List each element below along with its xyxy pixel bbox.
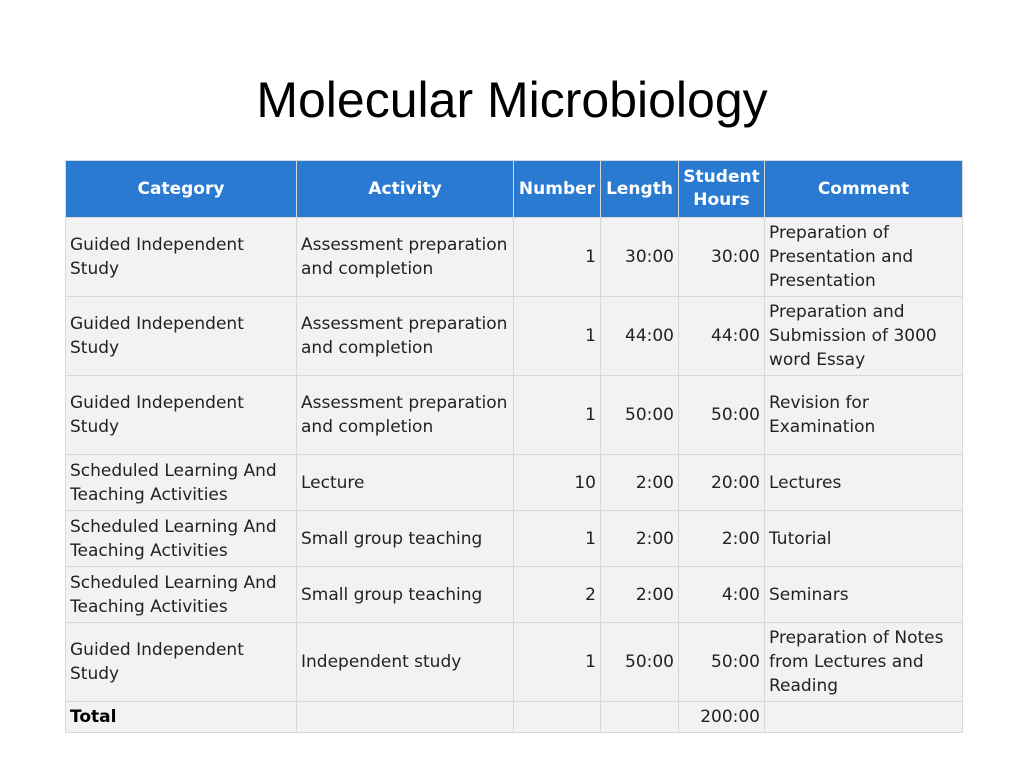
cell-student-hours: 50:00 xyxy=(679,623,765,702)
cell-comment: Revision for Examination xyxy=(765,376,963,455)
cell-length: 50:00 xyxy=(601,623,679,702)
cell-empty xyxy=(297,702,514,733)
cell-activity: Assessment preparation and completion xyxy=(297,218,514,297)
cell-category: Scheduled Learning And Teaching Activities xyxy=(66,567,297,623)
cell-activity: Lecture xyxy=(297,455,514,511)
cell-number: 1 xyxy=(514,297,601,376)
cell-empty xyxy=(514,702,601,733)
header-comment: Comment xyxy=(765,161,963,218)
cell-student-hours: 50:00 xyxy=(679,376,765,455)
header-student-hours: Student Hours xyxy=(679,161,765,218)
cell-length: 44:00 xyxy=(601,297,679,376)
cell-student-hours: 20:00 xyxy=(679,455,765,511)
cell-number: 1 xyxy=(514,511,601,567)
cell-category: Guided Independent Study xyxy=(66,218,297,297)
table-row xyxy=(66,297,963,376)
cell-number: 2 xyxy=(514,567,601,623)
header-category: Category xyxy=(66,161,297,218)
header-activity: Activity xyxy=(297,161,514,218)
cell-student-hours: 30:00 xyxy=(679,218,765,297)
total-label: Total xyxy=(66,702,297,733)
cell-student-hours: 4:00 xyxy=(679,567,765,623)
cell-activity: Assessment preparation and completion xyxy=(297,376,514,455)
cell-category: Scheduled Learning And Teaching Activities xyxy=(66,455,297,511)
table-row xyxy=(66,455,963,511)
cell-activity: Assessment preparation and completion xyxy=(297,297,514,376)
cell-length: 2:00 xyxy=(601,511,679,567)
cell-number: 1 xyxy=(514,623,601,702)
cell-category: Guided Independent Study xyxy=(66,297,297,376)
cell-comment: Lectures xyxy=(765,455,963,511)
cell-comment: Preparation of Notes from Lectures and Reading xyxy=(765,623,963,702)
table-row xyxy=(66,511,963,567)
cell-empty xyxy=(765,702,963,733)
cell-category: Guided Independent Study xyxy=(66,623,297,702)
total-row xyxy=(66,702,963,733)
table-row xyxy=(66,376,963,455)
table-row xyxy=(66,218,963,297)
student-hours-table xyxy=(65,160,963,733)
cell-number: 1 xyxy=(514,218,601,297)
cell-comment: Preparation and Submission of 3000 word Essay xyxy=(765,297,963,376)
cell-length: 30:00 xyxy=(601,218,679,297)
cell-category: Guided Independent Study xyxy=(66,376,297,455)
cell-comment: Tutorial xyxy=(765,511,963,567)
cell-number: 10 xyxy=(514,455,601,511)
cell-number: 1 xyxy=(514,376,601,455)
table-header-row xyxy=(66,161,963,218)
cell-activity: Small group teaching xyxy=(297,511,514,567)
cell-length: 50:00 xyxy=(601,376,679,455)
cell-student-hours: 2:00 xyxy=(679,511,765,567)
cell-student-hours: 44:00 xyxy=(679,297,765,376)
cell-category: Scheduled Learning And Teaching Activities xyxy=(66,511,297,567)
cell-activity: Small group teaching xyxy=(297,567,514,623)
cell-length: 2:00 xyxy=(601,455,679,511)
table-row xyxy=(66,623,963,702)
header-number: Number xyxy=(514,161,601,218)
header-length: Length xyxy=(601,161,679,218)
cell-comment: Seminars xyxy=(765,567,963,623)
cell-comment: Preparation of Presentation and Presentation xyxy=(765,218,963,297)
slide-title: Molecular Microbiology xyxy=(256,72,768,128)
table-row xyxy=(66,567,963,623)
cell-activity: Independent study xyxy=(297,623,514,702)
total-student-hours: 200:00 xyxy=(679,702,765,733)
cell-empty xyxy=(601,702,679,733)
cell-length: 2:00 xyxy=(601,567,679,623)
